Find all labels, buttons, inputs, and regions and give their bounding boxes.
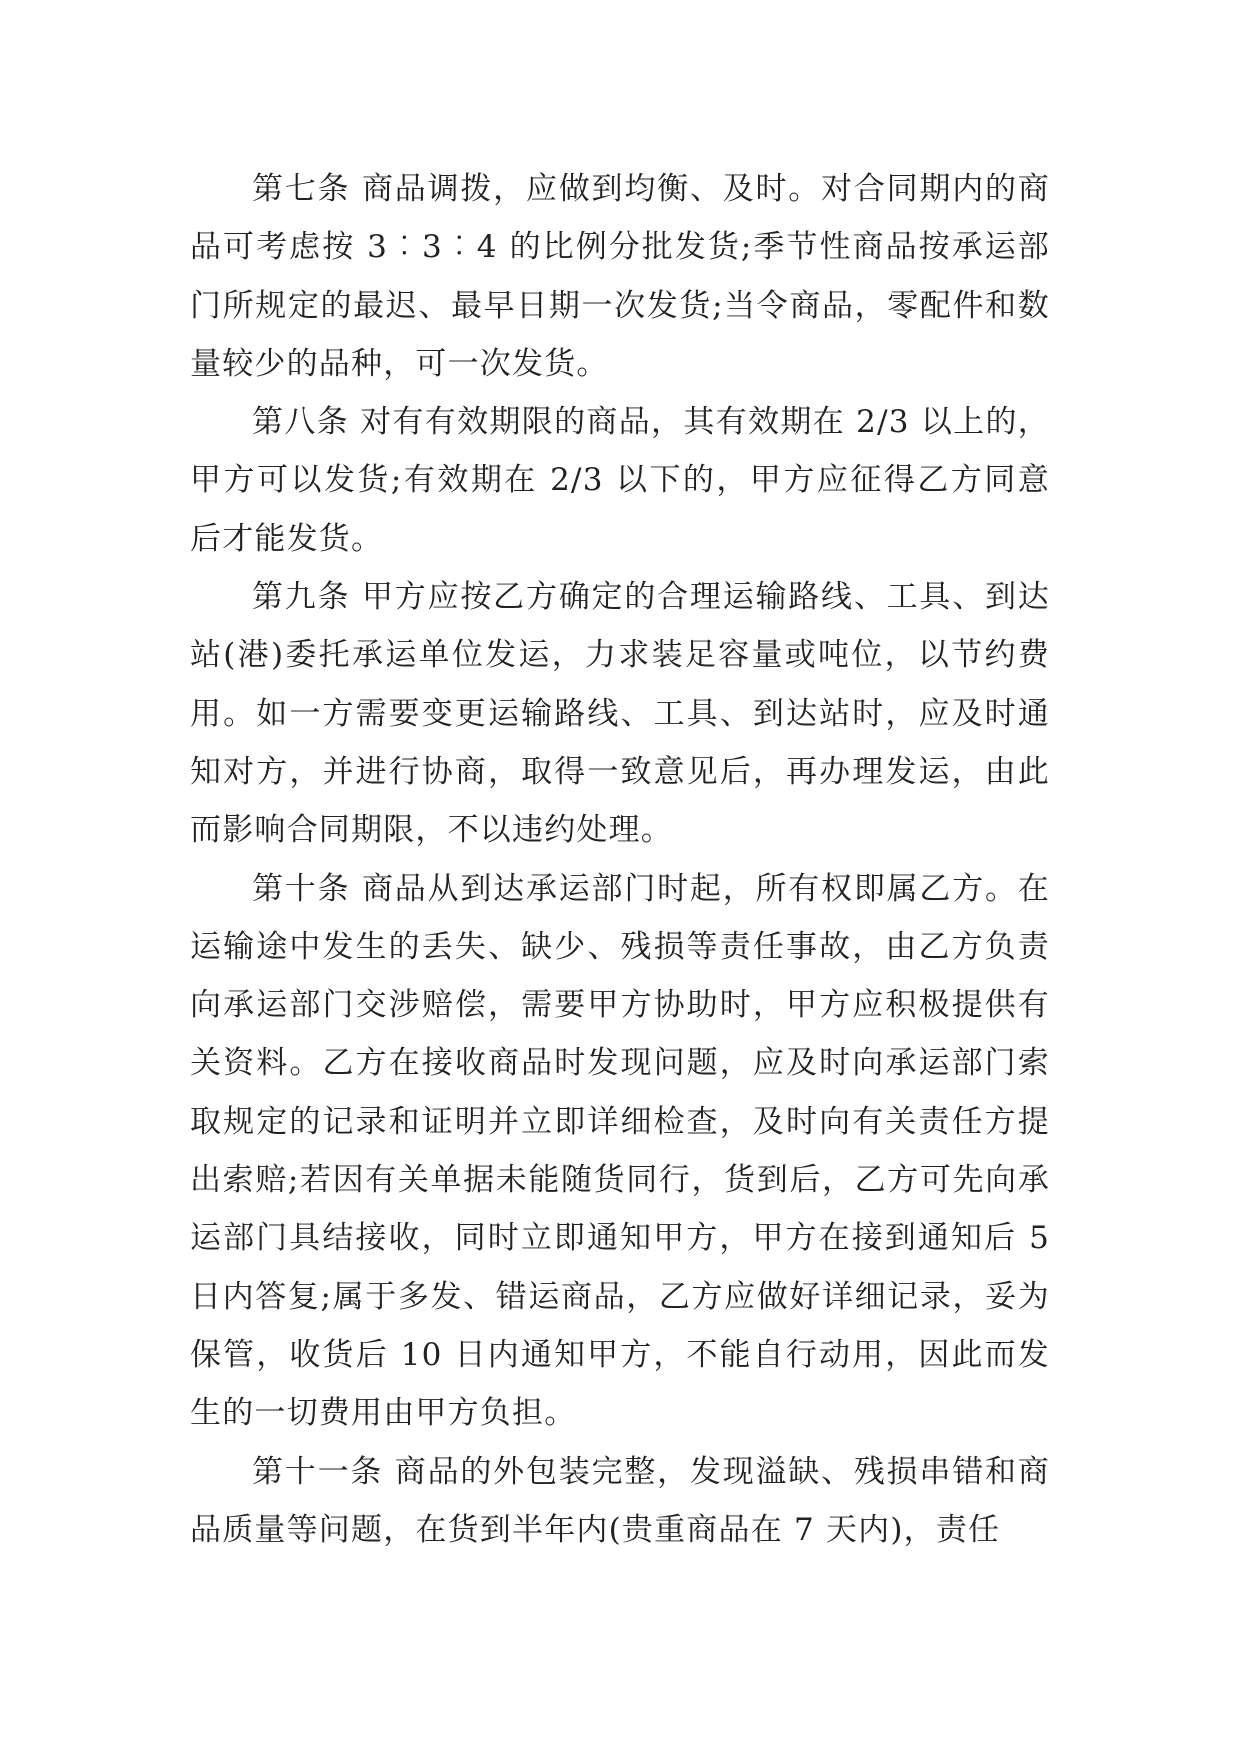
document-page <box>190 160 1050 1559</box>
article-11-paragraph: 第十一条 商品的外包装完整，发现溢缺、残损串错和商品质量等问题，在货到半年内(贵重商品在 7 天内)，责任 <box>190 1453 1050 1548</box>
article-9-paragraph: 第九条 甲方应按乙方确定的合理运输路线、工具、到达站(港)委托承运单位发运，力求装足容量或吨位，以节约费用。如一方需要变更运输路线、工具、到达站时，应及时通知对方，并进行协商，取得一致意见后，再办理发运，由此而影响合同期限，不以违约处理。 <box>190 579 1050 849</box>
article-7-paragraph: 第七条 商品调拨，应做到均衡、及时。对合同期内的商品可考虑按 3︰3︰4 的比例分批发货;季节性商品按承运部门所规定的最迟、最早日期一次发货;当令商品，零配件和数量较少的品种，可一次发货。 <box>190 171 1050 382</box>
article-8-paragraph: 第八条 对有有效期限的商品，其有效期在 2/3 以上的，甲方可以发货;有效期在 2/3 以下的，甲方应征得乙方同意后才能发货。 <box>190 404 1050 557</box>
article-10-paragraph: 第十条 商品从到达承运部门时起，所有权即属乙方。在运输途中发生的丢失、缺少、残损等责任事故，由乙方负责向承运部门交涉赔偿，需要甲方协助时，甲方应积极提供有关资料。乙方在接收商品时发现问题，应及时向承运部门索取规定的记录和证明并立即详细检查，及时向有关责任方提出索赔;若因有关单据未能随货同行，货到后，乙方可先向承运部门具结接收，同时立即通知甲方，甲方在接到通知后 5 日内答复;属于多发、错运商品，乙方应做好详细记录，妥为保管，收货后 10 日内通知甲方，不能自行动用，因此而发生的一切费用由甲方负担。 <box>190 870 1050 1432</box>
